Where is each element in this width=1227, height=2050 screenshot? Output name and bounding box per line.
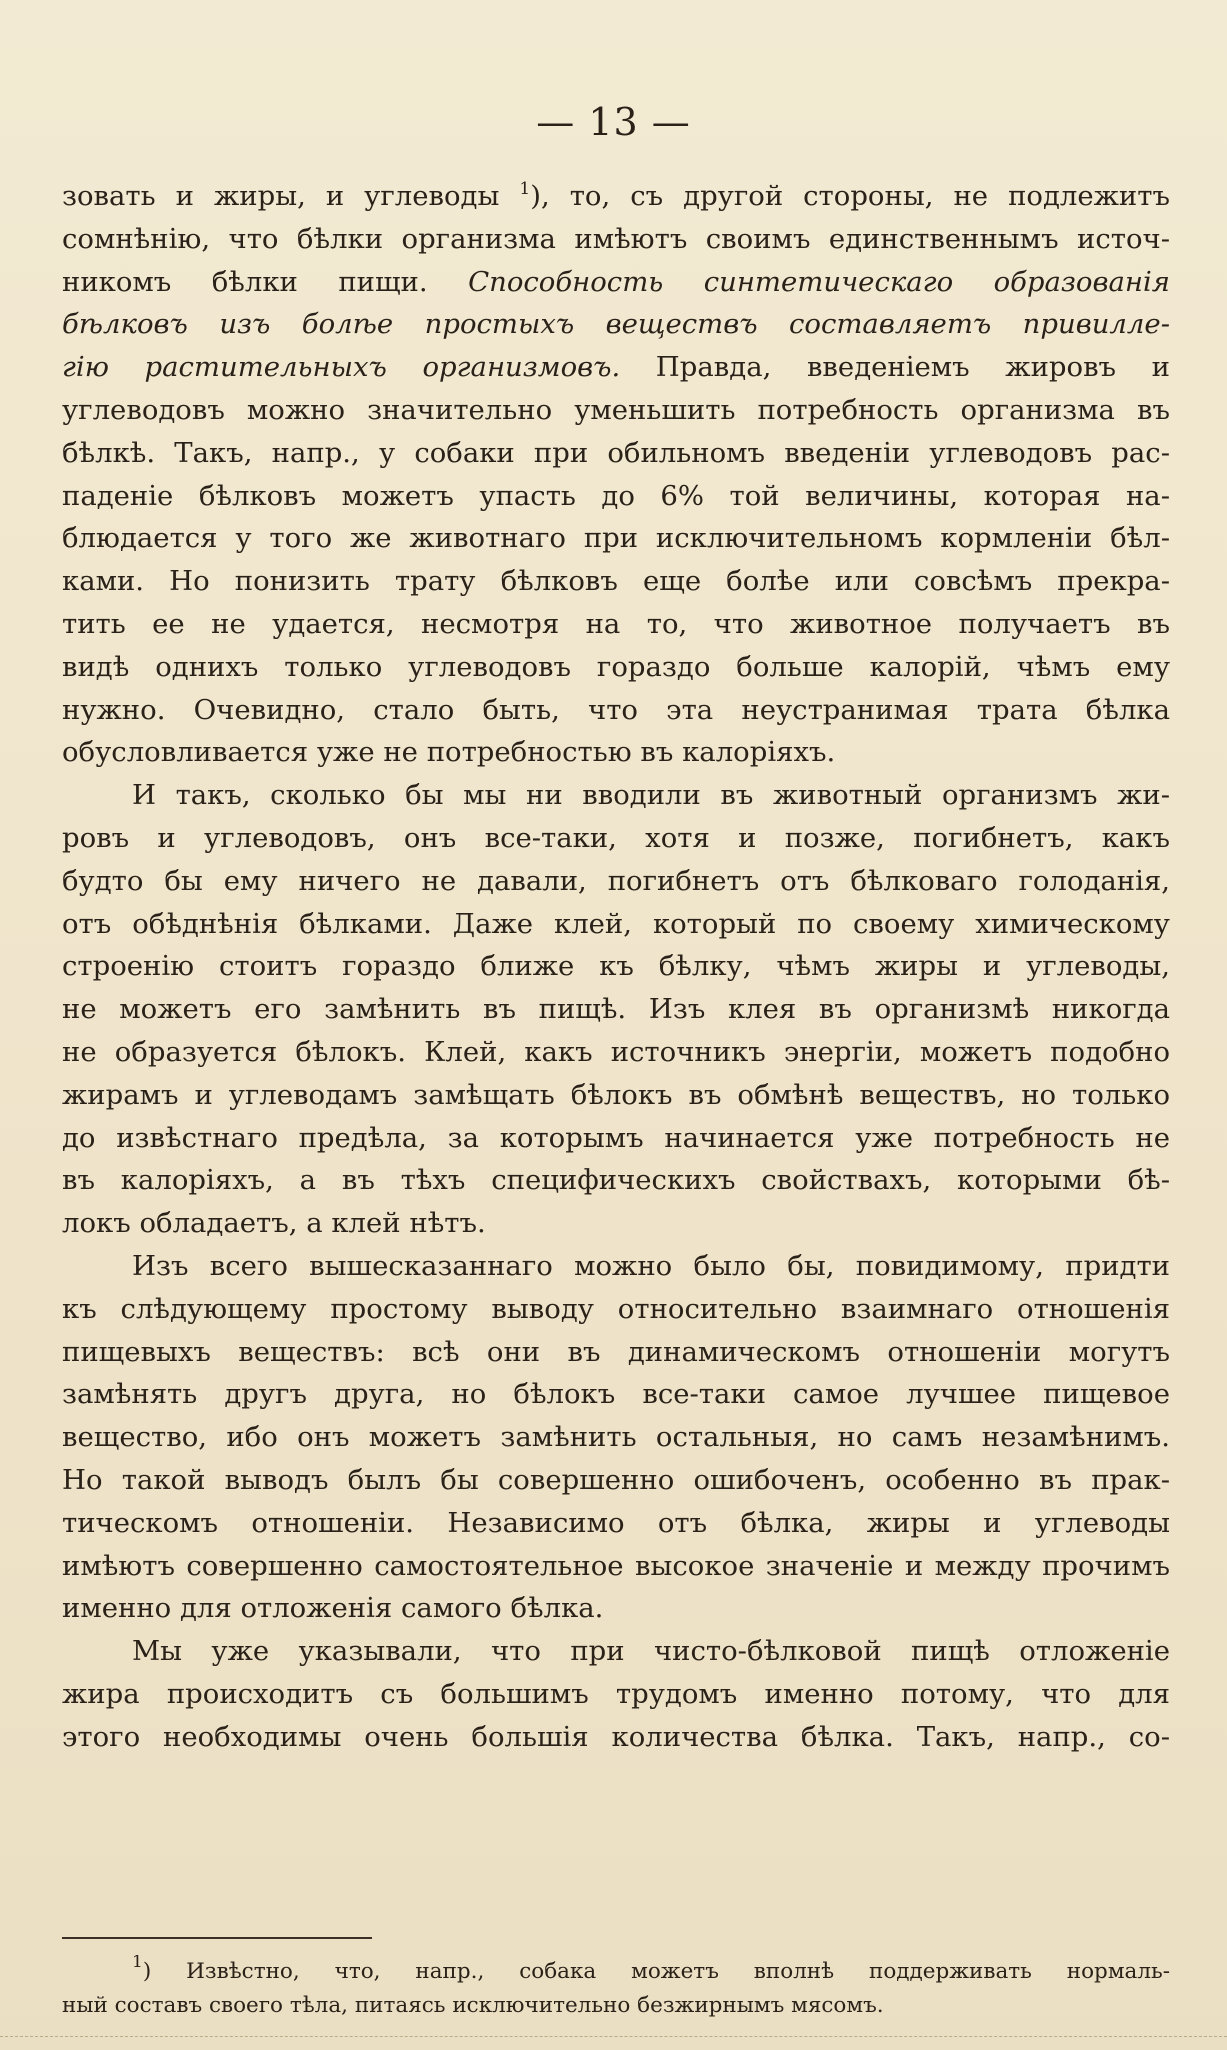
text-line: не образуется бѣлокъ. Клей, какъ источникъ энергіи, можетъ подобно — [62, 1035, 1170, 1068]
text-line: тить ее не удается, несмотря на то, что животное получаетъ въ — [62, 607, 1170, 640]
text-line: не можетъ его замѣнить въ пищѣ. Изъ клея въ организмѣ никогда — [62, 993, 1170, 1026]
text-line: къ слѣдующему простому выводу относительно взаимнаго отношенія — [62, 1292, 1170, 1325]
footnote-ref: 1 — [519, 179, 531, 199]
footnote-divider — [62, 1937, 372, 1939]
text-line: углеводовъ можно значительно уменьшить потребность организма въ — [62, 393, 1170, 426]
text-line: имѣютъ совершенно самостоятельное высокое значеніе и между прочимъ — [62, 1549, 1170, 1582]
text-line: отъ обѣднѣнія бѣлками. Даже клей, который по своему химическому — [62, 907, 1170, 940]
italic-emphasis: гію растительныхъ организмовъ. — [62, 351, 621, 384]
footnote-line: ный составъ своего тѣла, питаясь исключительно безжирнымъ мясомъ. — [62, 1993, 884, 2018]
footnote-marker: 1 — [132, 1955, 143, 1972]
text-line: именно для отложенія самого бѣлка. — [62, 1592, 604, 1625]
page-edge-rule — [0, 2036, 1227, 2037]
text-line: замѣнять другъ друга, но бѣлокъ все-таки самое лучшее пищевое — [62, 1378, 1170, 1411]
text-line: обусловливается уже не потребностью въ калоріяхъ. — [62, 736, 836, 769]
text-line: жирамъ и углеводамъ замѣщать бѣлокъ въ обмѣнѣ веществъ, но только — [62, 1078, 1170, 1111]
text-line: И такъ, сколько бы мы ни вводили въ животный организмъ жи- — [132, 779, 1170, 812]
text-line: до извѣстнаго предѣла, за которымъ начинается уже потребность не — [62, 1121, 1170, 1154]
text-line: никомъ бѣлки пищи. Способность синтетическаго образованія — [62, 265, 1170, 298]
text-line: зовать и жиры, и углеводы $^1$), то, съ другой стороны, не подлежитъ — [62, 179, 1170, 212]
text-line: тическомъ отношеніи. Независимо отъ бѣлка, жиры и углеводы — [62, 1506, 1170, 1539]
text-line: нужно. Очевидно, стало быть, что эта неустранимая трата бѣлка — [62, 693, 1170, 726]
text-line: будто бы ему ничего не давали, погибнетъ отъ бѣлковаго голоданія, — [62, 864, 1170, 897]
footnote — [62, 1955, 1170, 2023]
text-line: сомнѣнію, что бѣлки организма имѣютъ своимъ единственнымъ источ- — [62, 222, 1170, 255]
text-line: Но такой выводъ былъ бы совершенно ошибоченъ, особенно въ прак- — [62, 1463, 1170, 1496]
text-line: ровъ и углеводовъ, онъ все-таки, хотя и позже, погибнетъ, какъ — [62, 821, 1170, 854]
text-line: пищевыхъ веществъ: всѣ они въ динамическомъ отношеніи могутъ — [62, 1335, 1170, 1368]
page-number: — 13 — — [536, 100, 691, 144]
text-line: жира происходитъ съ большимъ трудомъ именно потому, что для — [62, 1677, 1170, 1710]
text-line: локъ обладаетъ, а клей нѣтъ. — [62, 1207, 486, 1240]
text-line: вещество, ибо онъ можетъ замѣнить остальныя, но самъ незамѣнимъ. — [62, 1421, 1170, 1454]
text-line: бѣлковъ изъ болѣе простыхъ веществъ составляетъ привилле- — [62, 308, 1170, 341]
text-line: Мы уже указывали, что при чисто-бѣлковой пищѣ отложеніе — [132, 1635, 1170, 1668]
text-line: ками. Но понизить трату бѣлковъ еще болѣе или совсѣмъ прекра- — [62, 565, 1170, 598]
text-line: бѣлкѣ. Такъ, напр., у собаки при обильномъ введеніи углеводовъ рас- — [62, 436, 1170, 469]
text-line: въ калоріяхъ, а въ тѣхъ специфическихъ свойствахъ, которыми бѣ- — [62, 1164, 1170, 1197]
body-text — [62, 175, 1170, 1758]
text-line: гію растительныхъ организмовъ. Правда, введеніемъ жировъ и — [62, 351, 1170, 384]
footnote-line: $^1$) Извѣстно, что, напр., собака можетъ вполнѣ поддерживать нормаль- — [62, 1955, 1170, 1989]
text-line: Изъ всего вышесказаннаго можно было бы, повидимому, придти — [132, 1249, 1170, 1282]
text-line: видѣ однихъ только углеводовъ гораздо больше калорій, чѣмъ ему — [62, 650, 1170, 683]
italic-emphasis: Способность синтетическаго образованія — [468, 265, 1170, 298]
text-line: паденіе бѣлковъ можетъ упасть до 6% той величины, которая на- — [62, 479, 1170, 512]
text-line: блюдается у того же животнаго при исключительномъ кормленіи бѣл- — [62, 522, 1170, 555]
text-line: строенію стоитъ гораздо ближе къ бѣлку, чѣмъ жиры и углеводы, — [62, 950, 1170, 983]
text-line: этого необходимы очень большія количества бѣлка. Такъ, напр., со- — [62, 1720, 1170, 1753]
